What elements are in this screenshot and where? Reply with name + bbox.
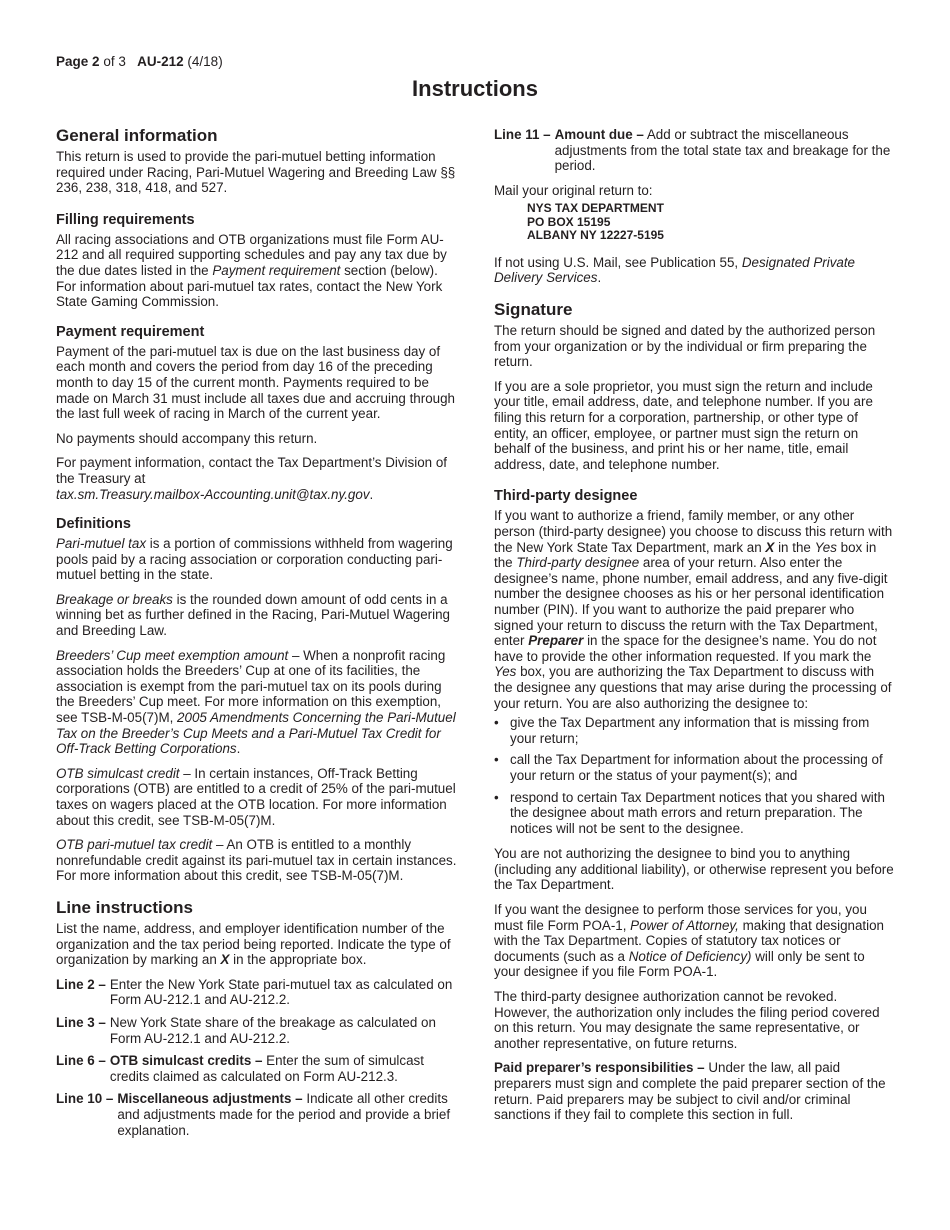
signature-p2: If you are a sole proprietor, you must sign the return and include your title, email address, date, and telephone number. If you are filing this return for a corporation, partnership, or other type of entity, an officer, employee, or partner must sign the return on behalf of the business, and print his or her name, title, email address, date, and telephone number. (494, 378, 873, 472)
left-column (56, 126, 460, 1154)
third-party-p2: You are not authorizing the designee to bind you to anything (including any additional liability), or otherwise represent you before the Tax Department. (494, 846, 894, 893)
form-date: (4/18) (187, 54, 223, 69)
line-instructions-section (56, 898, 460, 1138)
line-item: Line 6 – OTB simulcast credits – Enter the sum of simulcast credits claimed as calculated on Form AU-212.3. (56, 1053, 424, 1084)
general-information-section (56, 126, 460, 196)
third-party-p3: If you want the designee to perform those services for you, you must file Form POA-1, Power of Attorney, making that designation with the Tax Department. Copies of statutory tax notices or documents (such as a Notice of Deficiency) will only be sent to your designee if you file Form POA-1. (494, 902, 885, 980)
signature-heading: Signature (494, 300, 573, 320)
third-party-p4: The third-party designee authorization cannot be revoked. However, the authorization only includes the filing period covered on this return. You may designate the same representative, or another representative, on future returns. (494, 989, 880, 1051)
line-instructions-heading: Line instructions (56, 897, 193, 917)
third-party-section (494, 488, 894, 1122)
definition-item: OTB pari-mutuel tax credit – An OTB is entitled to a monthly nonrefundable credit against its pari-mutuel tax in certain instances. For more information about this credit, see TSB-M-05(7)M. (56, 837, 457, 884)
treasury-email: tax.sm.Treasury.mailbox-Accounting.unit@tax.ny.gov (56, 486, 370, 502)
definition-item: OTB simulcast credit – In certain instances, Off-Track Betting corporations (OTB) are entitled to a credit of 25% of the pari-mutuel taxes on wagers placed at the OTB location. For more information about this credit, see TSB-M-05(7)M. (56, 765, 456, 828)
definition-item: Pari-mutuel tax is a portion of commissions withheld from wagering pools paid by a racing association or corporation conducting pari-mutuel betting in the state. (56, 536, 453, 583)
filling-section (56, 212, 460, 310)
third-party-heading: Third-party designee (494, 488, 638, 505)
filling-text: All racing associations and OTB organizations must file Form AU-212 and all required supporting schedules and pay any tax due by the due dates listed in the Payment requirement section (below). For information about pari-mutuel tax rates, contact the New York State Gaming Commission. (56, 231, 447, 310)
payment-p1: Payment of the pari-mutuel tax is due on the last business day of each month and covers the period from day 16 of the preceding month to day 15 of the current month. Payments required to be made on March 31 must include all taxes due and accruing through the last full week of racing in March of the current year. (56, 343, 455, 422)
line-item: Line 2 – Enter the New York State pari-mutuel tax as calculated on Form AU-212.1 and AU-212.2. (56, 976, 453, 1008)
filling-heading: Filling requirements (56, 211, 195, 228)
page-of: of 3 (103, 54, 126, 69)
designee-authorizations-list (494, 715, 894, 836)
right-column (494, 127, 894, 1132)
definitions-section (56, 516, 460, 884)
third-party-p1: If you want to authorize a friend, family member, or any other person (third-party designee) you choose to discuss this return with the New York State Tax Department, mark an X in the Yes box in the Third-party designee area of your return. Also enter the designee’s name, phone number, email address, and any five-digit number the designee chooses as his or her personal identification number (PIN). If you want to authorize the paid preparer who signed your return to discuss the return with the Tax Department, enter Preparer in the space for the designee’s name. You do not have to provide the other information requested. If you mark the Yes box, you are authorizing the Tax Department to discuss with the designee any questions that may arise during the processing of your return. You are also authorizing the designee to: (494, 508, 893, 711)
mailing-address: NYS TAX DEPARTMENT PO BOX 15195 ALBANY NY 12227-5195 (527, 201, 664, 243)
payment-p2: No payments should accompany this return. (56, 430, 318, 446)
payment-section (56, 324, 460, 502)
line-item: Line 10 – Miscellaneous adjustments – Indicate all other credits and adjustments made for the period and provide a brief explanation. (56, 1091, 451, 1138)
line-instructions-intro: List the name, address, and employer identification number of the organization and the tax period being reported. Indicate the type of organization by marking an X in the appropriate box. (56, 920, 451, 968)
line-item: Line 3 – New York State share of the breakage as calculated on Form AU-212.1 and AU-212.2. (56, 1014, 436, 1046)
signature-section (494, 300, 894, 472)
payment-p3: For payment information, contact the Tax Department’s Division of the Treasury at tax.sm.Treasury.mailbox-Accounting.unit@tax.ny.gov. (56, 455, 447, 502)
list-item: • give the Tax Department any information that is missing from your return; (494, 715, 894, 746)
page-header (56, 54, 223, 69)
mail-intro: Mail your original return to: (494, 182, 653, 198)
paid-preparer-paragraph: Paid preparer’s responsibilities – Under the law, all paid preparers must sign and complete the paid preparer section of the return. Paid preparers may be subject to civil and/or criminal sanctions if they fail to complete this section in full. (494, 1060, 886, 1123)
list-item: • call the Tax Department for information about the processing of your return or the status of your payment(s); and (494, 752, 894, 783)
private-delivery-note: If not using U.S. Mail, see Publication 55, Designated Private Delivery Services. (494, 254, 855, 286)
form-number: AU-212 (137, 54, 184, 69)
definition-item: Breeders’ Cup meet exemption amount – When a nonprofit racing association holds the Breeders’ Cup at one of its facilities, the association is exempt from the pari-mutuel tax on its pools during the Breeders’ Cup meet. For more information on this exemption, see TSB-M-05(7)M, 2005 Amendments Concerning the Pari-Mutuel Tax on the Breeder’s Cup Meets and a Pari-Mutuel Tax Credit for Off-Track Betting Corporations. (56, 647, 456, 757)
signature-p1: The return should be signed and dated by the authorized person from your organization or by the individual or firm preparing the return. (494, 323, 876, 370)
definition-item: Breakage or breaks is the rounded down amount of odd cents in a winning bet as further defined in the Racing, Pari-Mutuel Wagering and Breeding Law. (56, 591, 450, 639)
general-heading: General information (56, 126, 218, 145)
page-label: Page (56, 54, 89, 69)
page-number: 2 (92, 54, 100, 69)
general-text: This return is used to provide the pari-mutuel betting information required under Racing, Pari-Mutuel Wagering and Breeding Law §§ 236, 238, 318, 418, and 527. (56, 149, 456, 196)
payment-heading: Payment requirement (56, 323, 205, 340)
list-item: • respond to certain Tax Department notices that you shared with the designee about math errors and return preparation. The notices will not be sent to the designee. (494, 790, 894, 837)
page-title: Instructions (412, 76, 538, 101)
definitions-heading: Definitions (56, 516, 131, 533)
line-item: Line 11 – Amount due – Add or subtract the miscellaneous adjustments from the total state tax and breakage for the period. (494, 127, 891, 174)
